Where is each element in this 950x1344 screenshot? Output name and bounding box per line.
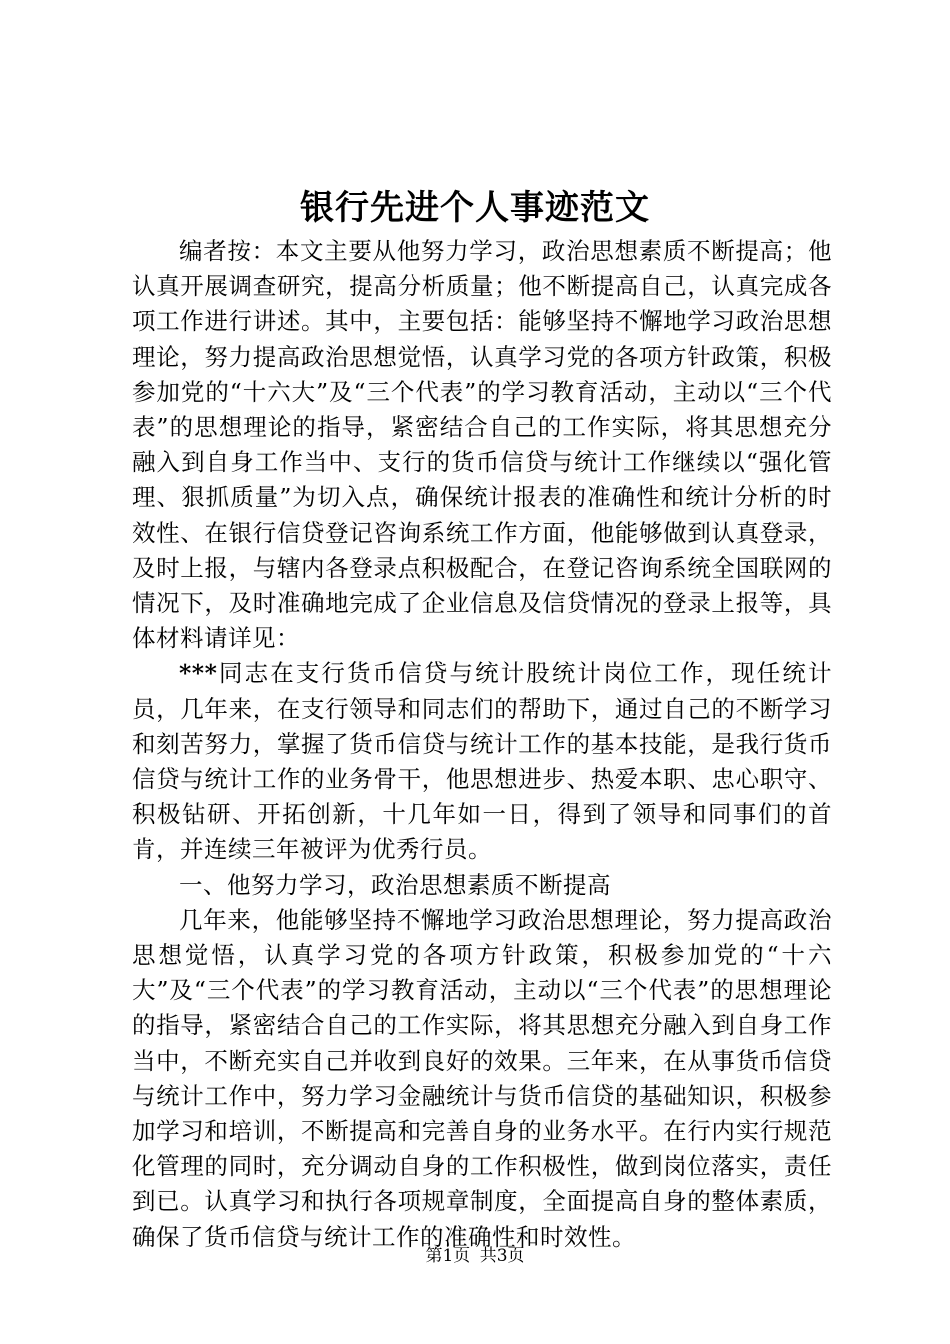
document-title: 银行先进个人事迹范文 bbox=[300, 188, 650, 228]
editor-note-paragraph: 编者按：本文主要从他努力学习，政治思想素质不断提高；他认真开展调查研究，提高分析质量；他不断提高自己，认真完成各项工作进行讲述。其中，主要包括：能够坚持不懈地学习政治思想理论，努力提高政治思想觉悟，认真学习党的各项方针政策，积极参加党的“十六大”及“三个代表”的学习教育活动，主动以“三个代表”的思想理论的指导，紧密结合自己的工作实际，将其思想充分融入到自身工作当中、支行的货币信贷与统计工作继续以“强化管理、狠抓质量”为切入点，确保统计报表的准确性和统计分析的时效性、在银行信贷登记咨询系统工作方面，他能够做到认真登录，及时上报，与辖内各登录点积极配合，在登记咨询系统全国联网的情况下，及时准确地完成了企业信息及信贷情况的登录上报等，具体材料请详见： bbox=[132, 237, 832, 653]
page-total: 共3页 bbox=[479, 1246, 525, 1266]
intro-paragraph bbox=[132, 656, 832, 867]
name-placeholder-marker: *** bbox=[179, 659, 218, 688]
section-paragraph: 几年来，他能够坚持不懈地学习政治思想理论，努力提高政治思想觉悟，认真学习党的各项方针政策，积极参加党的“十六大”及“三个代表”的学习教育活动，主动以“三个代表”的思想理论的指导，紧密结合自己的工作实际，将其思想充分融入到自身工作当中，不断充实自己并收到良好的效果。三年来，在从事货币信贷与统计工作中，努力学习金融统计与货币信贷的基础知识，积极参加学习和培训，不断提高和完善自身的业务水平。在行内实行规范化管理的同时，充分调动自身的工作积极性，做到岗位落实，责任到已。认真学习和执行各项规章制度，全面提高自身的整体素质，确保了货币信贷与统计工作的准确性和时效性。 bbox=[132, 905, 832, 1251]
page-number: 第1页 bbox=[425, 1246, 471, 1266]
document-body bbox=[132, 234, 832, 1255]
intro-paragraph-text: 同志在支行货币信贷与统计股统计岗位工作，现任统计员，几年来，在支行领导和同志们的帮助下，通过自己的不断学习和刻苦努力，掌握了货币信贷与统计工作的基本技能，是我行货币信贷与统计工作的业务骨干，他思想进步、热爱本职、忠心职守、积极钻研、开拓创新，十几年如一日，得到了领导和同事们的首肯，并连续三年被评为优秀行员。 bbox=[132, 659, 832, 864]
page-footer bbox=[0, 1244, 950, 1268]
section-heading: 一、他努力学习，政治思想素质不断提高 bbox=[179, 870, 611, 899]
